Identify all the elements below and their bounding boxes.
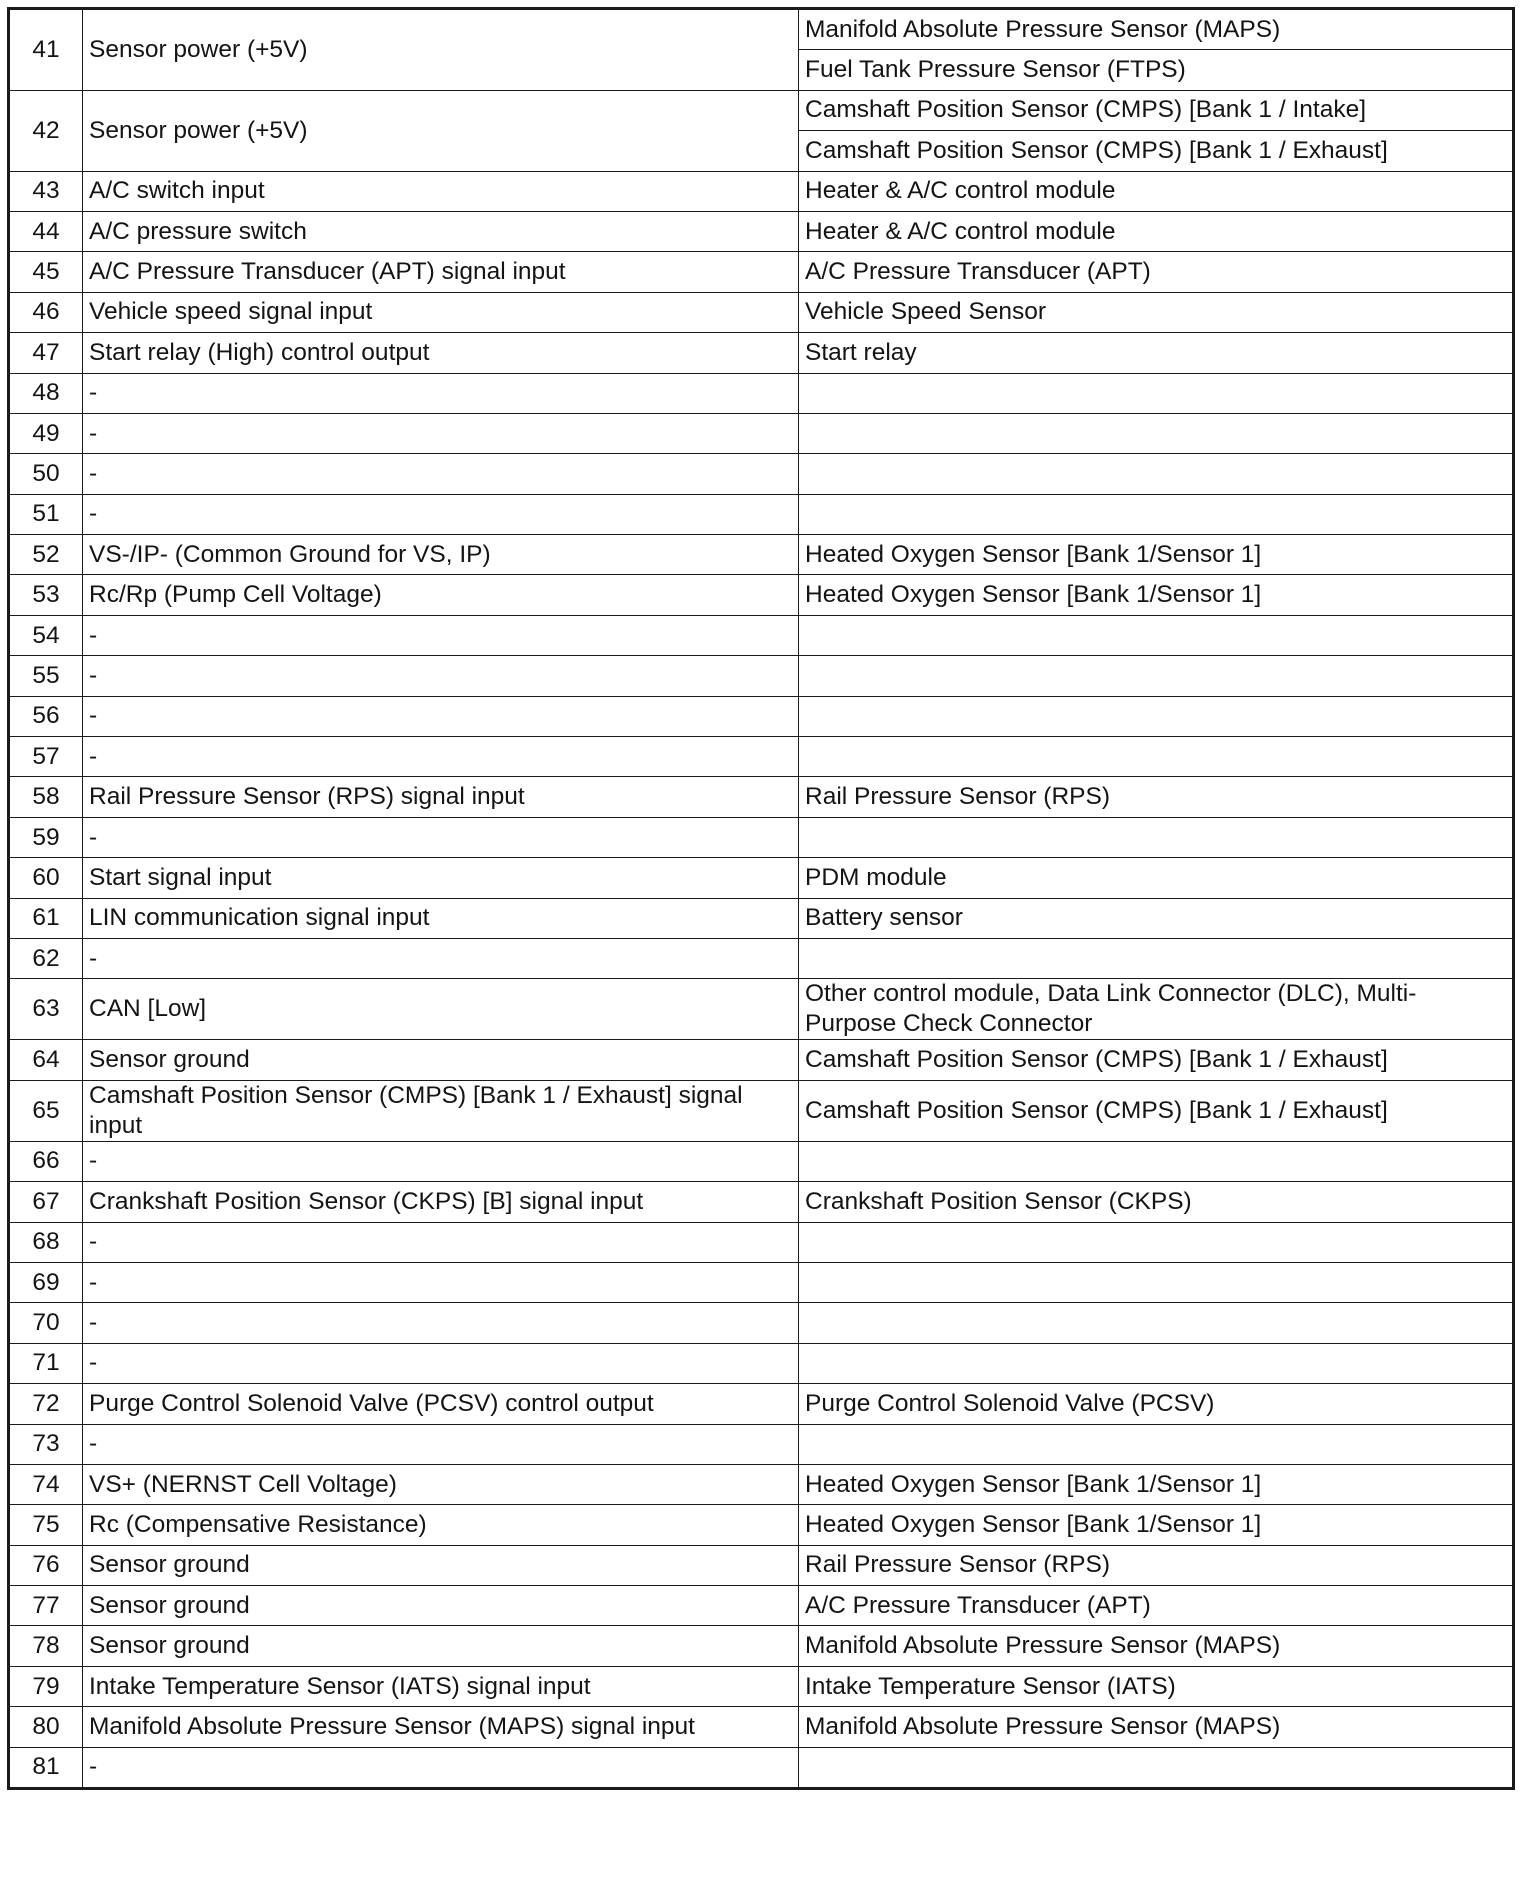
connected-component: Intake Temperature Sensor (IATS) (799, 1666, 1514, 1706)
pin-description: Sensor ground (83, 1040, 799, 1080)
pin-description: CAN [Low] (83, 979, 799, 1040)
pin-description: - (83, 494, 799, 534)
table-row (9, 1262, 1514, 1302)
table-row (9, 1343, 1514, 1383)
table-row (9, 979, 1514, 1040)
pin-number: 67 (9, 1182, 83, 1222)
table-row (9, 1384, 1514, 1424)
connected-component: Camshaft Position Sensor (CMPS) [Bank 1 / Exhaust] (799, 1040, 1514, 1080)
connected-component: A/C Pressure Transducer (APT) (799, 252, 1514, 292)
table-row (9, 494, 1514, 534)
table-row (9, 171, 1514, 211)
pin-number: 70 (9, 1303, 83, 1343)
pin-description: - (83, 656, 799, 696)
pin-description: A/C switch input (83, 171, 799, 211)
table-row (9, 1505, 1514, 1545)
pin-number: 80 (9, 1707, 83, 1747)
connected-component: Purge Control Solenoid Valve (PCSV) (799, 1384, 1514, 1424)
connected-component (799, 1141, 1514, 1181)
table-row (9, 1303, 1514, 1343)
pin-description: Start relay (High) control output (83, 333, 799, 373)
pin-number: 43 (9, 171, 83, 211)
pin-number: 76 (9, 1545, 83, 1585)
pin-number: 78 (9, 1626, 83, 1666)
connected-component: Vehicle Speed Sensor (799, 292, 1514, 332)
connected-component: Manifold Absolute Pressure Sensor (MAPS) (799, 1707, 1514, 1747)
pin-description: Rc/Rp (Pump Cell Voltage) (83, 575, 799, 615)
pin-number: 45 (9, 252, 83, 292)
connected-component (799, 737, 1514, 777)
pin-description: - (83, 615, 799, 655)
pin-number: 81 (9, 1747, 83, 1788)
connected-component (799, 656, 1514, 696)
pin-number: 51 (9, 494, 83, 534)
pin-description: Manifold Absolute Pressure Sensor (MAPS) signal input (83, 1707, 799, 1747)
pin-number: 68 (9, 1222, 83, 1262)
connected-component (799, 1343, 1514, 1383)
table-row (9, 1182, 1514, 1222)
pin-number: 44 (9, 211, 83, 251)
table-row (9, 575, 1514, 615)
connected-component (799, 1424, 1514, 1464)
pin-table-body (9, 9, 1514, 1789)
connected-component: Heated Oxygen Sensor [Bank 1/Sensor 1] (799, 1464, 1514, 1504)
pin-description: Crankshaft Position Sensor (CKPS) [B] signal input (83, 1182, 799, 1222)
table-row (9, 1707, 1514, 1747)
pin-number: 50 (9, 454, 83, 494)
pin-description: - (83, 1747, 799, 1788)
table-row (9, 696, 1514, 736)
connected-component (799, 494, 1514, 534)
pin-number: 60 (9, 858, 83, 898)
table-row (9, 90, 1514, 130)
table-row (9, 737, 1514, 777)
connected-component: Fuel Tank Pressure Sensor (FTPS) (799, 50, 1514, 90)
pin-number: 57 (9, 737, 83, 777)
pin-description: Camshaft Position Sensor (CMPS) [Bank 1 / Exhaust] signal input (83, 1080, 799, 1141)
pin-description: Sensor ground (83, 1626, 799, 1666)
connected-component: Heated Oxygen Sensor [Bank 1/Sensor 1] (799, 575, 1514, 615)
pin-number: 77 (9, 1586, 83, 1626)
connected-component (799, 1747, 1514, 1788)
pin-number: 65 (9, 1080, 83, 1141)
connected-component (799, 454, 1514, 494)
table-row (9, 1666, 1514, 1706)
table-row (9, 413, 1514, 453)
table-row (9, 373, 1514, 413)
pin-description: - (83, 938, 799, 978)
pin-number: 56 (9, 696, 83, 736)
pin-number: 63 (9, 979, 83, 1040)
connected-component: Rail Pressure Sensor (RPS) (799, 777, 1514, 817)
pin-number: 62 (9, 938, 83, 978)
connected-component (799, 615, 1514, 655)
pin-number: 79 (9, 1666, 83, 1706)
pin-description: VS+ (NERNST Cell Voltage) (83, 1464, 799, 1504)
pin-description: - (83, 1303, 799, 1343)
pin-description: A/C pressure switch (83, 211, 799, 251)
table-row (9, 615, 1514, 655)
connected-component (799, 1262, 1514, 1302)
connected-component: Heater & A/C control module (799, 171, 1514, 211)
pin-number: 41 (9, 9, 83, 91)
pin-description: A/C Pressure Transducer (APT) signal input (83, 252, 799, 292)
table-row (9, 1141, 1514, 1181)
pin-description: - (83, 1141, 799, 1181)
connected-component: Manifold Absolute Pressure Sensor (MAPS) (799, 1626, 1514, 1666)
pin-description: Vehicle speed signal input (83, 292, 799, 332)
pin-description: - (83, 1222, 799, 1262)
connected-component: Camshaft Position Sensor (CMPS) [Bank 1 / Exhaust] (799, 131, 1514, 171)
connected-component (799, 1222, 1514, 1262)
pin-description: Sensor power (+5V) (83, 9, 799, 91)
table-row (9, 333, 1514, 373)
pin-description: Sensor ground (83, 1586, 799, 1626)
connected-component: Manifold Absolute Pressure Sensor (MAPS) (799, 9, 1514, 50)
table-row (9, 1464, 1514, 1504)
connected-component: Rail Pressure Sensor (RPS) (799, 1545, 1514, 1585)
table-row (9, 656, 1514, 696)
pin-description: Rc (Compensative Resistance) (83, 1505, 799, 1545)
connected-component (799, 1303, 1514, 1343)
pin-description: Sensor ground (83, 1545, 799, 1585)
connected-component: Camshaft Position Sensor (CMPS) [Bank 1 / Intake] (799, 90, 1514, 130)
table-row (9, 252, 1514, 292)
pin-number: 58 (9, 777, 83, 817)
pin-table (7, 7, 1515, 1790)
table-row (9, 1586, 1514, 1626)
connected-component: Battery sensor (799, 898, 1514, 938)
connected-component: Heated Oxygen Sensor [Bank 1/Sensor 1] (799, 1505, 1514, 1545)
pin-description: - (83, 696, 799, 736)
pin-description: LIN communication signal input (83, 898, 799, 938)
table-row (9, 1040, 1514, 1080)
pin-description: - (83, 1424, 799, 1464)
pin-number: 61 (9, 898, 83, 938)
table-row (9, 1747, 1514, 1788)
table-row (9, 292, 1514, 332)
pin-description: Purge Control Solenoid Valve (PCSV) control output (83, 1384, 799, 1424)
connected-component: A/C Pressure Transducer (APT) (799, 1586, 1514, 1626)
pin-number: 75 (9, 1505, 83, 1545)
pin-description: - (83, 817, 799, 857)
table-row (9, 454, 1514, 494)
connected-component: Heater & A/C control module (799, 211, 1514, 251)
pin-number: 72 (9, 1384, 83, 1424)
connected-component: Camshaft Position Sensor (CMPS) [Bank 1 / Exhaust] (799, 1080, 1514, 1141)
pin-number: 47 (9, 333, 83, 373)
table-row (9, 1545, 1514, 1585)
table-row (9, 9, 1514, 50)
connected-component: PDM module (799, 858, 1514, 898)
pin-number: 74 (9, 1464, 83, 1504)
pin-description: - (83, 1343, 799, 1383)
connected-component (799, 938, 1514, 978)
pin-number: 46 (9, 292, 83, 332)
pin-description: - (83, 413, 799, 453)
connected-component (799, 373, 1514, 413)
pin-description: Rail Pressure Sensor (RPS) signal input (83, 777, 799, 817)
connected-component: Other control module, Data Link Connector (DLC), Multi-Purpose Check Connector (799, 979, 1514, 1040)
pin-number: 53 (9, 575, 83, 615)
pin-description: Intake Temperature Sensor (IATS) signal input (83, 1666, 799, 1706)
table-row (9, 535, 1514, 575)
table-row (9, 858, 1514, 898)
pin-description: - (83, 737, 799, 777)
pin-description: - (83, 454, 799, 494)
table-row (9, 1626, 1514, 1666)
pin-number: 66 (9, 1141, 83, 1181)
table-row (9, 1424, 1514, 1464)
pin-number: 52 (9, 535, 83, 575)
pin-number: 42 (9, 90, 83, 171)
connected-component: Crankshaft Position Sensor (CKPS) (799, 1182, 1514, 1222)
table-row (9, 938, 1514, 978)
table-row (9, 211, 1514, 251)
table-row (9, 1080, 1514, 1141)
connected-component: Start relay (799, 333, 1514, 373)
table-row (9, 777, 1514, 817)
connected-component (799, 696, 1514, 736)
pin-description: - (83, 373, 799, 413)
pin-number: 64 (9, 1040, 83, 1080)
pin-number: 59 (9, 817, 83, 857)
pin-description: VS-/IP- (Common Ground for VS, IP) (83, 535, 799, 575)
pin-number: 73 (9, 1424, 83, 1464)
connected-component (799, 817, 1514, 857)
pin-number: 69 (9, 1262, 83, 1302)
table-row (9, 1222, 1514, 1262)
table-row (9, 817, 1514, 857)
connected-component: Heated Oxygen Sensor [Bank 1/Sensor 1] (799, 535, 1514, 575)
pin-number: 71 (9, 1343, 83, 1383)
pin-number: 49 (9, 413, 83, 453)
pin-description: Sensor power (+5V) (83, 90, 799, 171)
pin-number: 55 (9, 656, 83, 696)
table-row (9, 898, 1514, 938)
connected-component (799, 413, 1514, 453)
pin-number: 48 (9, 373, 83, 413)
pin-number: 54 (9, 615, 83, 655)
pin-description: - (83, 1262, 799, 1302)
pin-description: Start signal input (83, 858, 799, 898)
